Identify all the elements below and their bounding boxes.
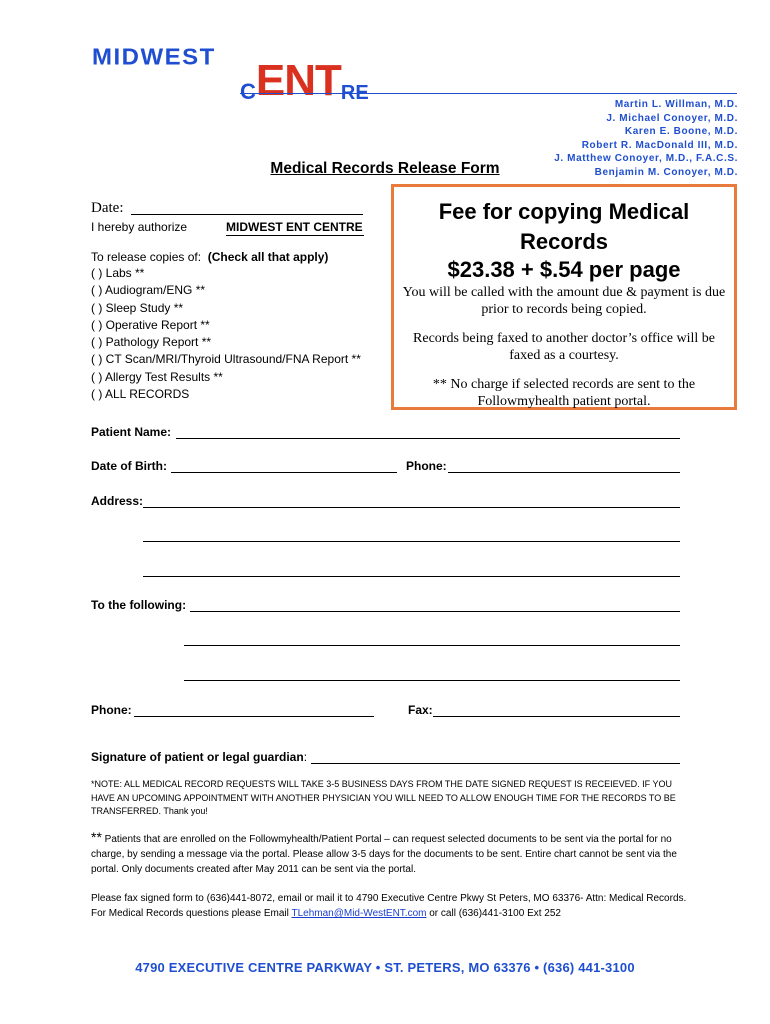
- date-field[interactable]: [131, 214, 363, 215]
- authorize-line: [226, 235, 364, 236]
- checklist-item-allergy[interactable]: ( ) Allergy Test Results **: [91, 369, 223, 384]
- fax-label: Fax:: [408, 703, 433, 717]
- phone-field[interactable]: [448, 472, 680, 473]
- note-contact: [91, 891, 691, 921]
- date-label: Date:: [91, 200, 124, 216]
- checklist-item-audiogram[interactable]: ( ) Audiogram/ENG **: [91, 283, 206, 298]
- authorize-label: I hereby authorize: [91, 220, 188, 234]
- logo-midwest: MIDWEST: [92, 44, 216, 71]
- checklist-item-labs[interactable]: ( ) Labs **: [91, 266, 145, 280]
- note-portal-text: Patients that are enrolled on the Followmyhealth/Patient Portal – can request selected documents to be sent via the portal for no charge, by sending a message via the portal. Please allow 3-5 days for the documents to be sent. Entire chart cannot be sent via the portal. Only documents created after May 2011 can be sent via the portal.: [91, 834, 677, 875]
- phone2-field[interactable]: [134, 716, 374, 717]
- footer-address: 4790 EXECUTIVE CENTRE PARKWAY • ST. PETERS, MO 63376 • (636) 441-3100: [135, 960, 635, 975]
- fax-field[interactable]: [433, 716, 680, 717]
- to-following-field-3[interactable]: [184, 680, 680, 681]
- address-label: Address:: [91, 494, 144, 508]
- record-checklist: [91, 265, 361, 403]
- logo-rule: [240, 93, 737, 94]
- fee-portal-note: ** No charge if selected records are sent to the Followmyhealth patient portal.: [432, 377, 696, 409]
- checklist-item-pathology-report[interactable]: ( ) Pathology Report **: [91, 335, 212, 350]
- dob-label: Date of Birth:: [91, 459, 167, 473]
- patient-name-field[interactable]: [176, 438, 680, 439]
- address-field-3[interactable]: [143, 576, 680, 577]
- signature-label: Signature of patient or legal guardian:: [91, 750, 308, 764]
- checklist-item-ct-scan[interactable]: ( ) CT Scan/MRI/Thyroid Ultrasound/FNA Report **: [91, 352, 361, 367]
- signature-label-text: Signature of patient or legal guardian: [91, 750, 304, 764]
- authorize-value: MIDWEST ENT CENTRE: [226, 220, 363, 234]
- doctor-name: J. Matthew Conoyer, M.D., F.A.C.S.: [554, 153, 738, 165]
- note-contact-phone: or call (636)441-3100 Ext 252: [426, 908, 561, 919]
- logo-re: RE: [340, 82, 369, 104]
- logo-centre: [240, 56, 369, 106]
- logo-ent: ENT: [255, 56, 341, 105]
- release-label: [91, 250, 328, 264]
- checklist-item-all-records[interactable]: ( ) ALL RECORDS: [91, 387, 190, 402]
- note-portal-star: **: [91, 829, 102, 845]
- fee-box: [391, 184, 737, 410]
- fee-price: $23.38 + $.54 per page: [447, 257, 681, 282]
- signature-field[interactable]: [311, 763, 680, 764]
- address-field-1[interactable]: [143, 507, 680, 508]
- dob-field[interactable]: [171, 472, 397, 473]
- doctor-name: J. Michael Conoyer, M.D.: [606, 112, 738, 124]
- fee-heading: Fee for copying Medical Records: [438, 199, 690, 254]
- address-field-2[interactable]: [143, 541, 680, 542]
- doctor-name: Robert R. MacDonald III, M.D.: [581, 139, 738, 151]
- checklist-item-sleep-study[interactable]: ( ) Sleep Study **: [91, 300, 184, 315]
- patient-name-label: Patient Name:: [91, 425, 172, 439]
- phone2-label: Phone:: [91, 703, 132, 717]
- note-contact-text: Please fax signed form to (636)441-8072, email or mail it to 4790 Executive Centre Pkwy St Peters, MO 63376- Attn: Medical Records. For Medical Records questions please Email: [91, 893, 687, 919]
- note-portal: [91, 830, 691, 877]
- note-processing-time: *NOTE: ALL MEDICAL RECORD REQUESTS WILL TAKE 3-5 BUSINESS DAYS FROM THE DATE SIGNED REQUEST IS RECEIEVED. IF YOU HAVE AN UPCOMING APPOINTMENT WITH ANOTHER PHYSICIAN YOU WILL NEED TO ALLOW ENOUGH TIME FOR THE RECORDS TO BE TRANSFERRED. Thank you!: [91, 779, 676, 816]
- fee-payment-note: You will be called with the amount due & payment is due prior to records being copied.: [402, 285, 726, 317]
- to-following-label: To the following:: [91, 598, 187, 612]
- email-link[interactable]: TLehman@Mid-WestENT.com: [291, 908, 427, 919]
- doctor-name: Martin L. Willman, M.D.: [614, 99, 738, 110]
- to-following-field-2[interactable]: [184, 645, 680, 646]
- release-hint: (Check all that apply): [207, 250, 329, 264]
- doctor-name: Karen E. Boone, M.D.: [624, 126, 738, 138]
- doctor-name: Benjamin M. Conoyer, M.D.: [594, 166, 738, 178]
- to-following-field-1[interactable]: [190, 611, 680, 612]
- logo-c: C: [240, 79, 256, 104]
- fee-fax-note: Records being faxed to another doctor’s office will be faxed as a courtesy.: [413, 331, 715, 363]
- phone-label: Phone:: [406, 459, 447, 473]
- release-label-text: To release copies of:: [91, 250, 202, 264]
- checklist-item-operative-report[interactable]: ( ) Operative Report **: [91, 317, 210, 332]
- form-title: Medical Records Release Form: [270, 160, 500, 177]
